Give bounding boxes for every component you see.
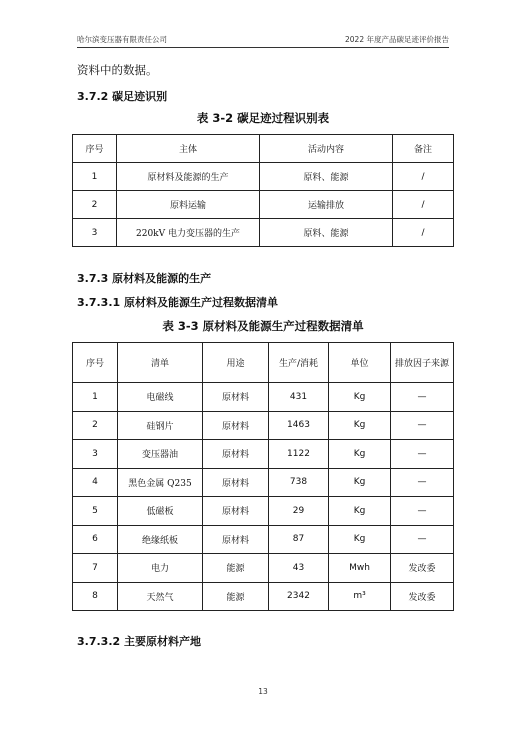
table-header-cell: 单位 bbox=[329, 343, 391, 383]
header-company: 哈尔滨变压器有限责任公司 bbox=[77, 35, 167, 44]
table-row bbox=[73, 219, 454, 247]
table-row bbox=[73, 497, 454, 526]
table-cell: 220kV 电力变压器的生产 bbox=[117, 219, 260, 247]
table-cell: 1122 bbox=[269, 440, 329, 469]
header-report-title: 2022 年度产品碳足迹评价报告 bbox=[345, 35, 449, 44]
table-cell: 2 bbox=[73, 411, 118, 440]
table-cell: 原材料 bbox=[203, 440, 269, 469]
table-cell: 原材料 bbox=[203, 525, 269, 554]
table-cell: 29 bbox=[269, 497, 329, 526]
table-cell: Kg bbox=[329, 411, 391, 440]
table-cell: Mwh bbox=[329, 554, 391, 583]
table-cell: m³ bbox=[329, 582, 391, 611]
table-cell: Kg bbox=[329, 497, 391, 526]
page-header bbox=[77, 34, 449, 48]
table-cell: — bbox=[391, 525, 454, 554]
table-3-2-header-row bbox=[73, 135, 454, 163]
table-row bbox=[73, 411, 454, 440]
table-cell: 原料运输 bbox=[117, 191, 260, 219]
table-cell: 低磁板 bbox=[118, 497, 203, 526]
table-row bbox=[73, 440, 454, 469]
table-cell: 6 bbox=[73, 525, 118, 554]
table-cell: 运输排放 bbox=[260, 191, 393, 219]
table-cell: / bbox=[393, 163, 454, 191]
table-cell: 能源 bbox=[203, 554, 269, 583]
table-cell: 3 bbox=[73, 440, 118, 469]
table-cell: 7 bbox=[73, 554, 118, 583]
table-cell: 电力 bbox=[118, 554, 203, 583]
table-header-cell: 活动内容 bbox=[260, 135, 393, 163]
table-header-cell: 用途 bbox=[203, 343, 269, 383]
table-cell: 8 bbox=[73, 582, 118, 611]
table-cell: 原材料 bbox=[203, 411, 269, 440]
table-cell: 原材料及能源的生产 bbox=[117, 163, 260, 191]
page-number: 13 bbox=[258, 687, 268, 696]
table-header-cell: 清单 bbox=[118, 343, 203, 383]
table-cell: 87 bbox=[269, 525, 329, 554]
table-cell: 黑色金属 Q235 bbox=[118, 468, 203, 497]
intro-paragraph: 资料中的数据。 bbox=[77, 63, 158, 77]
table-3-2-caption: 表 3-2 碳足迹过程识别表 bbox=[196, 111, 330, 125]
table-cell: Kg bbox=[329, 468, 391, 497]
table-3-3-caption: 表 3-3 原材料及能源生产过程数据清单 bbox=[162, 319, 364, 333]
table-cell: 4 bbox=[73, 468, 118, 497]
table-cell: 2342 bbox=[269, 582, 329, 611]
table-cell: 发改委 bbox=[391, 554, 454, 583]
table-cell: Kg bbox=[329, 440, 391, 469]
table-cell: 电磁线 bbox=[118, 383, 203, 412]
table-cell: 1 bbox=[73, 163, 117, 191]
table-cell: — bbox=[391, 497, 454, 526]
table-cell: 变压器油 bbox=[118, 440, 203, 469]
table-header-cell: 序号 bbox=[73, 343, 118, 383]
table-cell: — bbox=[391, 383, 454, 412]
table-row bbox=[73, 582, 454, 611]
table-header-cell: 序号 bbox=[73, 135, 117, 163]
table-cell: 2 bbox=[73, 191, 117, 219]
table-cell: 发改委 bbox=[391, 582, 454, 611]
table-header-cell: 排放因子来源 bbox=[391, 343, 454, 383]
table-row bbox=[73, 383, 454, 412]
table-cell: / bbox=[393, 219, 454, 247]
table-cell: Kg bbox=[329, 525, 391, 554]
table-3-3-header-row bbox=[73, 343, 454, 383]
table-cell: Kg bbox=[329, 383, 391, 412]
table-3-3 bbox=[72, 342, 454, 611]
table-cell: — bbox=[391, 440, 454, 469]
table-cell: 能源 bbox=[203, 582, 269, 611]
table-cell: 原料、能源 bbox=[260, 219, 393, 247]
table-cell: 3 bbox=[73, 219, 117, 247]
table-cell: / bbox=[393, 191, 454, 219]
table-row bbox=[73, 525, 454, 554]
table-cell: 原材料 bbox=[203, 468, 269, 497]
table-cell: 1 bbox=[73, 383, 118, 412]
table-cell: 原材料 bbox=[203, 383, 269, 412]
header-divider bbox=[77, 47, 449, 48]
table-cell: — bbox=[391, 411, 454, 440]
table-cell: 原料、能源 bbox=[260, 163, 393, 191]
table-cell: 43 bbox=[269, 554, 329, 583]
section-heading-3-7-3-1: 3.7.3.1 原材料及能源生产过程数据清单 bbox=[77, 296, 278, 309]
table-row bbox=[73, 163, 454, 191]
table-header-cell: 生产/消耗 bbox=[269, 343, 329, 383]
table-row bbox=[73, 468, 454, 497]
table-row bbox=[73, 191, 454, 219]
table-cell: 1463 bbox=[269, 411, 329, 440]
section-heading-3-7-3: 3.7.3 原材料及能源的生产 bbox=[77, 272, 212, 285]
table-cell: 738 bbox=[269, 468, 329, 497]
table-cell: 原材料 bbox=[203, 497, 269, 526]
table-cell: 硅钢片 bbox=[118, 411, 203, 440]
table-3-2 bbox=[72, 134, 454, 247]
table-header-cell: 备注 bbox=[393, 135, 454, 163]
table-cell: 431 bbox=[269, 383, 329, 412]
section-heading-3-7-3-2: 3.7.3.2 主要原材料产地 bbox=[77, 635, 201, 648]
table-header-cell: 主体 bbox=[117, 135, 260, 163]
table-cell: — bbox=[391, 468, 454, 497]
table-cell: 5 bbox=[73, 497, 118, 526]
table-cell: 天然气 bbox=[118, 582, 203, 611]
table-row bbox=[73, 554, 454, 583]
section-heading-3-7-2: 3.7.2 碳足迹识别 bbox=[77, 90, 168, 103]
table-cell: 绝缘纸板 bbox=[118, 525, 203, 554]
